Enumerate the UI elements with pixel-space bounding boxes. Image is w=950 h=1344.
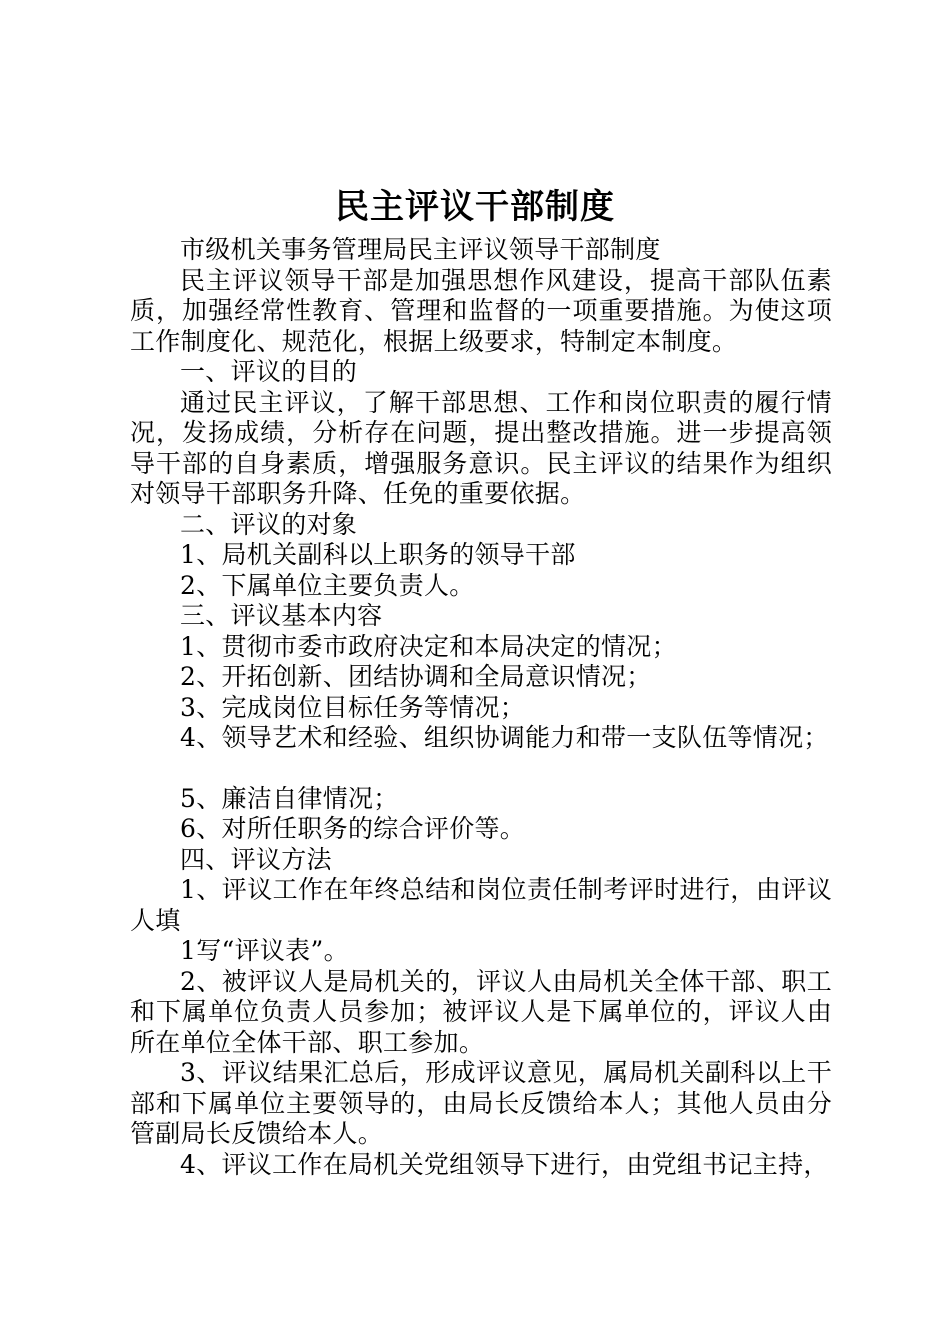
- document-body: [130, 235, 832, 1180]
- method-item-4: 4、评议工作在局机关党组领导下进行，由党组书记主持，: [180, 1149, 829, 1179]
- section-heading-purpose: 一、评议的目的: [180, 357, 358, 386]
- section-heading-content: 三、评议基本内容: [180, 601, 383, 630]
- subtitle-paragraph: 市级机关事务管理局民主评议领导干部制度: [180, 235, 661, 264]
- content-item-3: 3、完成岗位目标任务等情况；: [180, 692, 526, 722]
- content-item-2: 2、开拓创新、团结协调和全局意识情况；: [180, 662, 652, 691]
- section-heading-method: 四、评议方法: [180, 844, 332, 874]
- content-item-6: 6、对所任职务的综合评价等。: [180, 814, 526, 843]
- method-item-1: 1、评议工作在年终总结和岗位责任制考评时进行，由评议人填: [130, 875, 832, 935]
- method-item-1-continued: 1写“评议表”。: [180, 936, 349, 965]
- method-item-3: 3、评议结果汇总后，形成评议意见，属局机关副科以上干部和下属单位主要领导的，由局长反馈给本人；其他人员由分管副局长反馈给本人。: [130, 1058, 832, 1148]
- section-heading-targets: 二、评议的对象: [180, 509, 358, 539]
- target-item-1: 1、局机关副科以上职务的领导干部: [180, 540, 576, 569]
- content-item-5: 5、廉洁自律情况；: [180, 783, 399, 813]
- target-item-2: 2、下属单位主要负责人。: [180, 570, 475, 600]
- purpose-paragraph: 通过民主评议，了解干部思想、工作和岗位职责的履行情况，发扬成绩，分析存在问题，提出整改措施。进一步提高领导干部的自身素质，增强服务意识。民主评议的结果作为组织对领导干部职务升降、任免的重要依据。: [130, 387, 832, 508]
- content-item-4: 4、领导艺术和经验、组织协调能力和带一支队伍等情况；: [180, 723, 829, 752]
- document-title: 民主评议干部制度: [335, 187, 615, 227]
- intro-paragraph: 民主评议领导干部是加强思想作风建设，提高干部队伍素质，加强经常性教育、管理和监督的一项重要措施。为使这项工作制度化、规范化，根据上级要求，特制定本制度。: [130, 265, 832, 356]
- blank-line: [130, 754, 832, 784]
- method-item-2: 2、被评议人是局机关的，评议人由局机关全体干部、职工和下属单位负责人员参加；被评议人是下属单位的，评议人由所在单位全体干部、职工参加。: [130, 966, 832, 1057]
- content-item-1: 1、贯彻市委市政府决定和本局决定的情况；: [180, 631, 677, 661]
